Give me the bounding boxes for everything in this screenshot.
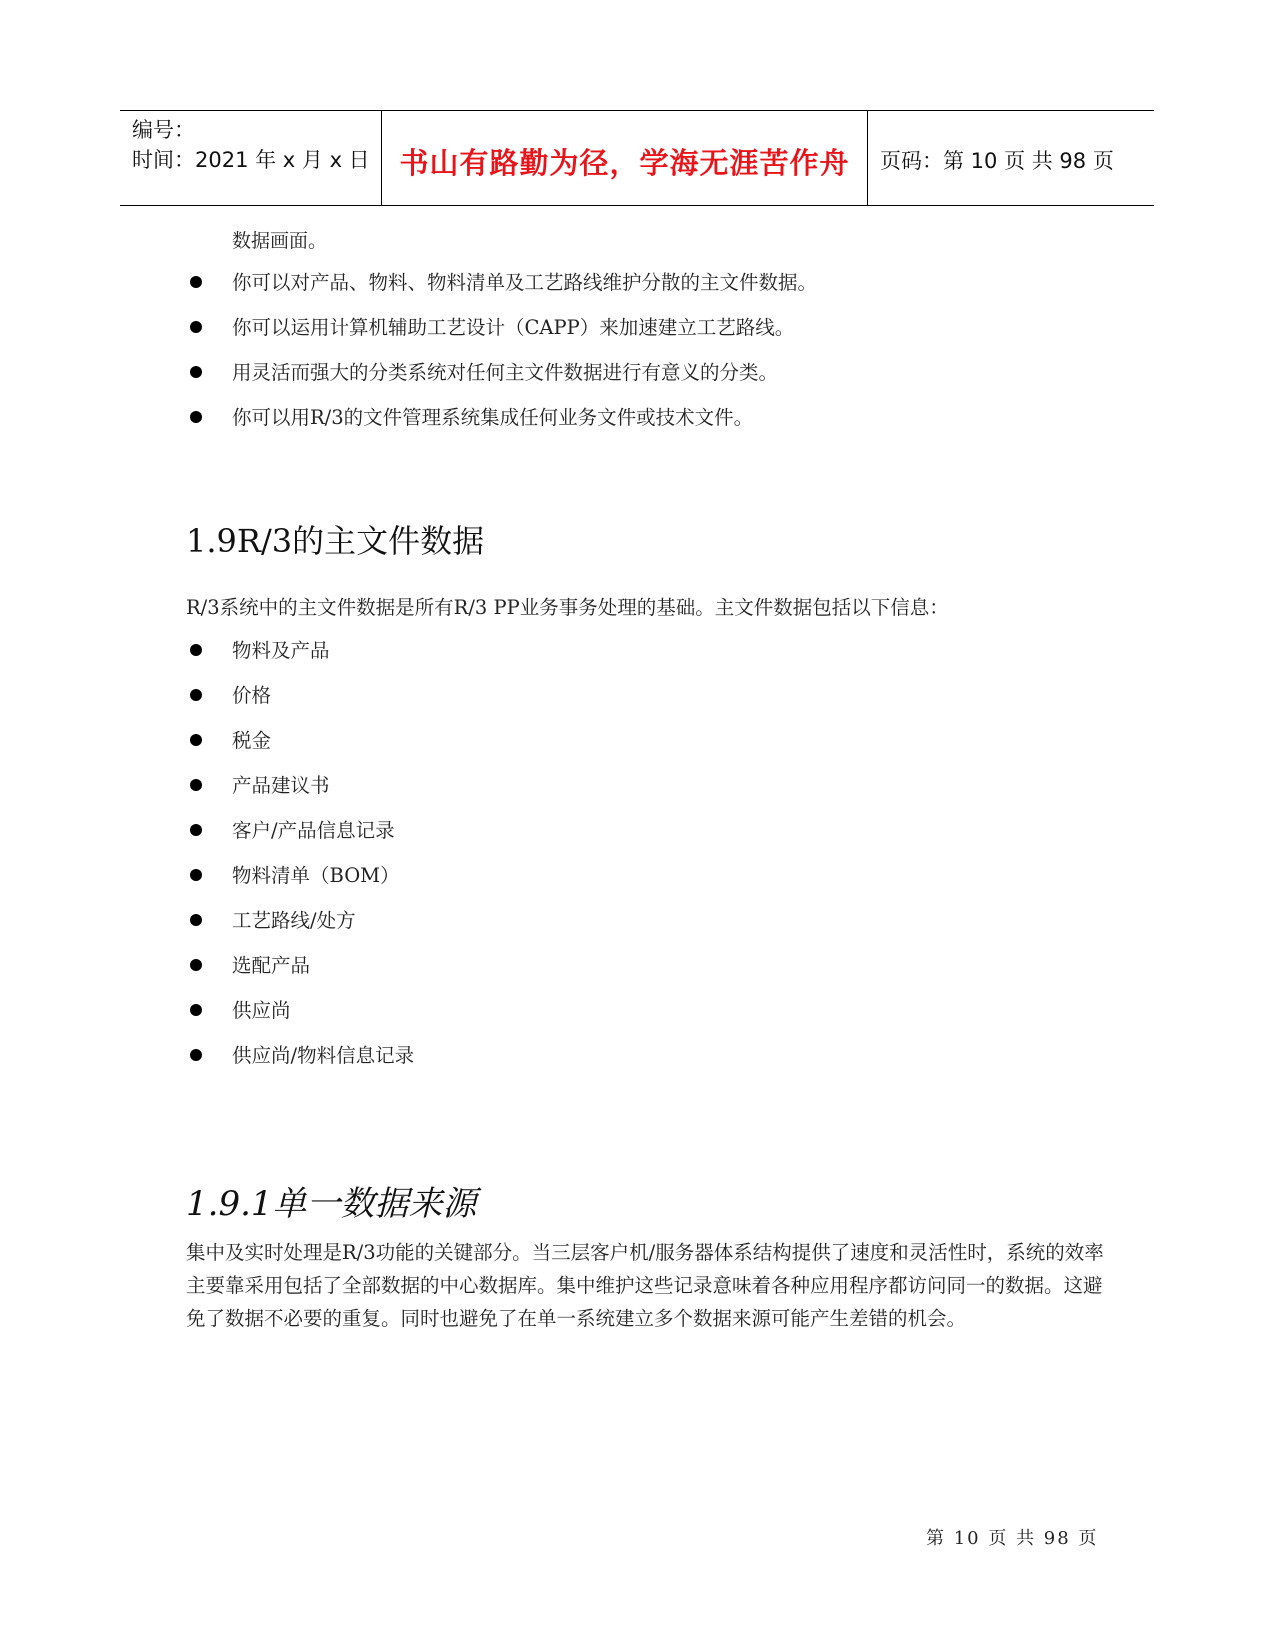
page-footer: 第 10 页 共 98 页	[926, 1528, 1099, 1549]
section-intro: R/3系统中的主文件数据是所有R/3 PP业务事务处理的基础。主文件数据包括以下信息：	[186, 596, 949, 619]
bullet-icon	[190, 276, 202, 288]
header-motto: 书山有路勤为径，学海无涯苦作舟	[382, 111, 868, 205]
bullet-icon	[190, 1049, 202, 1061]
bullet-icon	[190, 321, 202, 333]
header-number-label: 编号：	[132, 118, 195, 142]
bullet-icon	[190, 1004, 202, 1016]
bullet-icon	[190, 959, 202, 971]
section-paragraph: 集中及实时处理是R/3功能的关键部分。当三层客户机/服务器体系结构提供了速度和灵活性时，系统的效率主要靠采用包括了全部数据的中心数据库。集中维护这些记录意味着各种应用程序都访问同一的数据。这避免了数据不必要的重复。同时也避免了在单一系统建立多个数据来源可能产生差错的机会。	[186, 1241, 1104, 1330]
header-time-label: 时间：2021 年 x 月 x 日	[132, 148, 370, 172]
section-title: 的主文件数据	[292, 522, 485, 560]
section-heading-1-9-1: 1.9.1单一数据来源	[186, 1184, 477, 1224]
bullet-icon	[190, 914, 202, 926]
continuation-text: 数据画面。	[232, 230, 328, 252]
bullet-icon	[190, 689, 202, 701]
bullet-icon	[190, 366, 202, 378]
bullet-icon	[190, 644, 202, 656]
bullet-icon	[190, 869, 202, 881]
page-header	[120, 110, 1154, 206]
bullet-icon	[190, 411, 202, 423]
header-meta	[120, 111, 382, 205]
section-number: 1.9R/3	[186, 522, 293, 560]
bullet-icon	[190, 779, 202, 791]
bullet-icon	[190, 734, 202, 746]
bullet-icon	[190, 824, 202, 836]
section-heading-1-9	[186, 516, 484, 562]
header-page-label: 页码：第 10 页 共 98 页	[880, 149, 1114, 173]
